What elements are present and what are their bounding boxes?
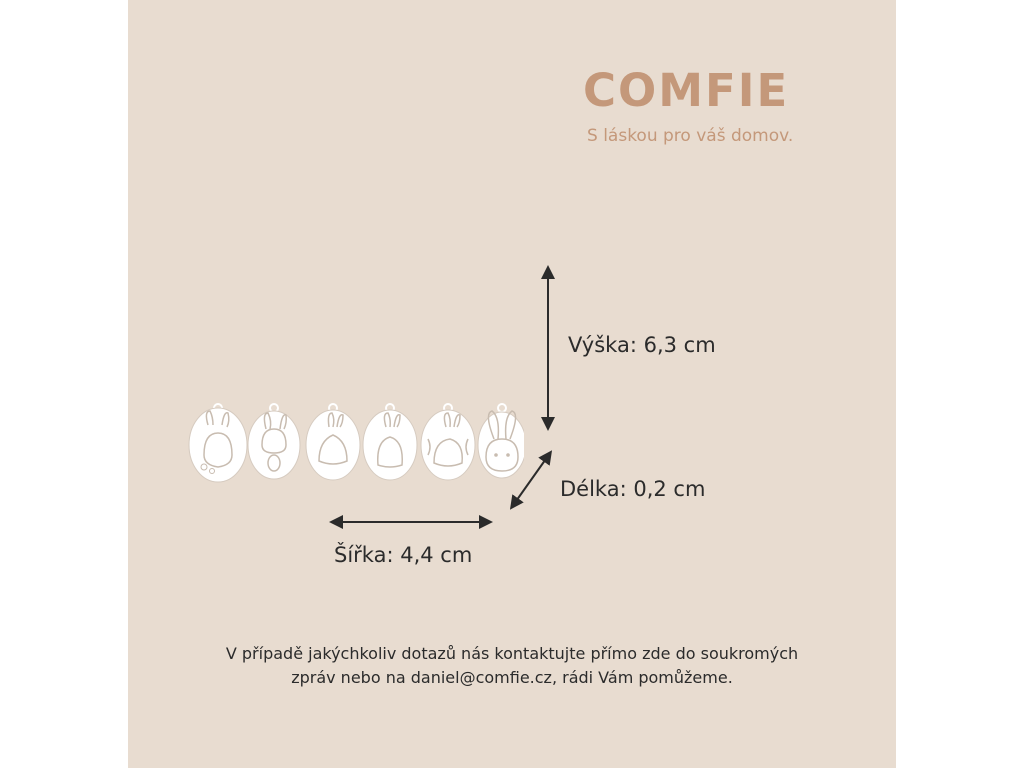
depth-label: Délka: 0,2 cm	[560, 477, 706, 501]
brand-logo: COMFIE	[583, 64, 790, 117]
bunny-flowers-icon	[421, 404, 475, 480]
easter-egg-ornaments	[184, 400, 524, 490]
bunny-side-icon	[306, 404, 360, 480]
bunny-standing-icon	[363, 404, 417, 480]
height-label: Výška: 6,3 cm	[568, 333, 716, 357]
contact-message: V případě jakýchkoliv dotazů nás kontaktujte přímo zde do soukromých zpráv nebo na daniel@comfie.cz, rádi Vám pomůžeme.	[225, 644, 799, 687]
width-label: Šířka: 4,4 cm	[334, 543, 473, 567]
bunny-face-icon	[478, 404, 524, 478]
bunny-sitting-icon	[189, 404, 247, 482]
brand-tagline: S láskou pro váš domov.	[587, 126, 794, 146]
bunny-holding-egg-icon	[248, 404, 300, 479]
product-info-canvas	[128, 0, 896, 768]
